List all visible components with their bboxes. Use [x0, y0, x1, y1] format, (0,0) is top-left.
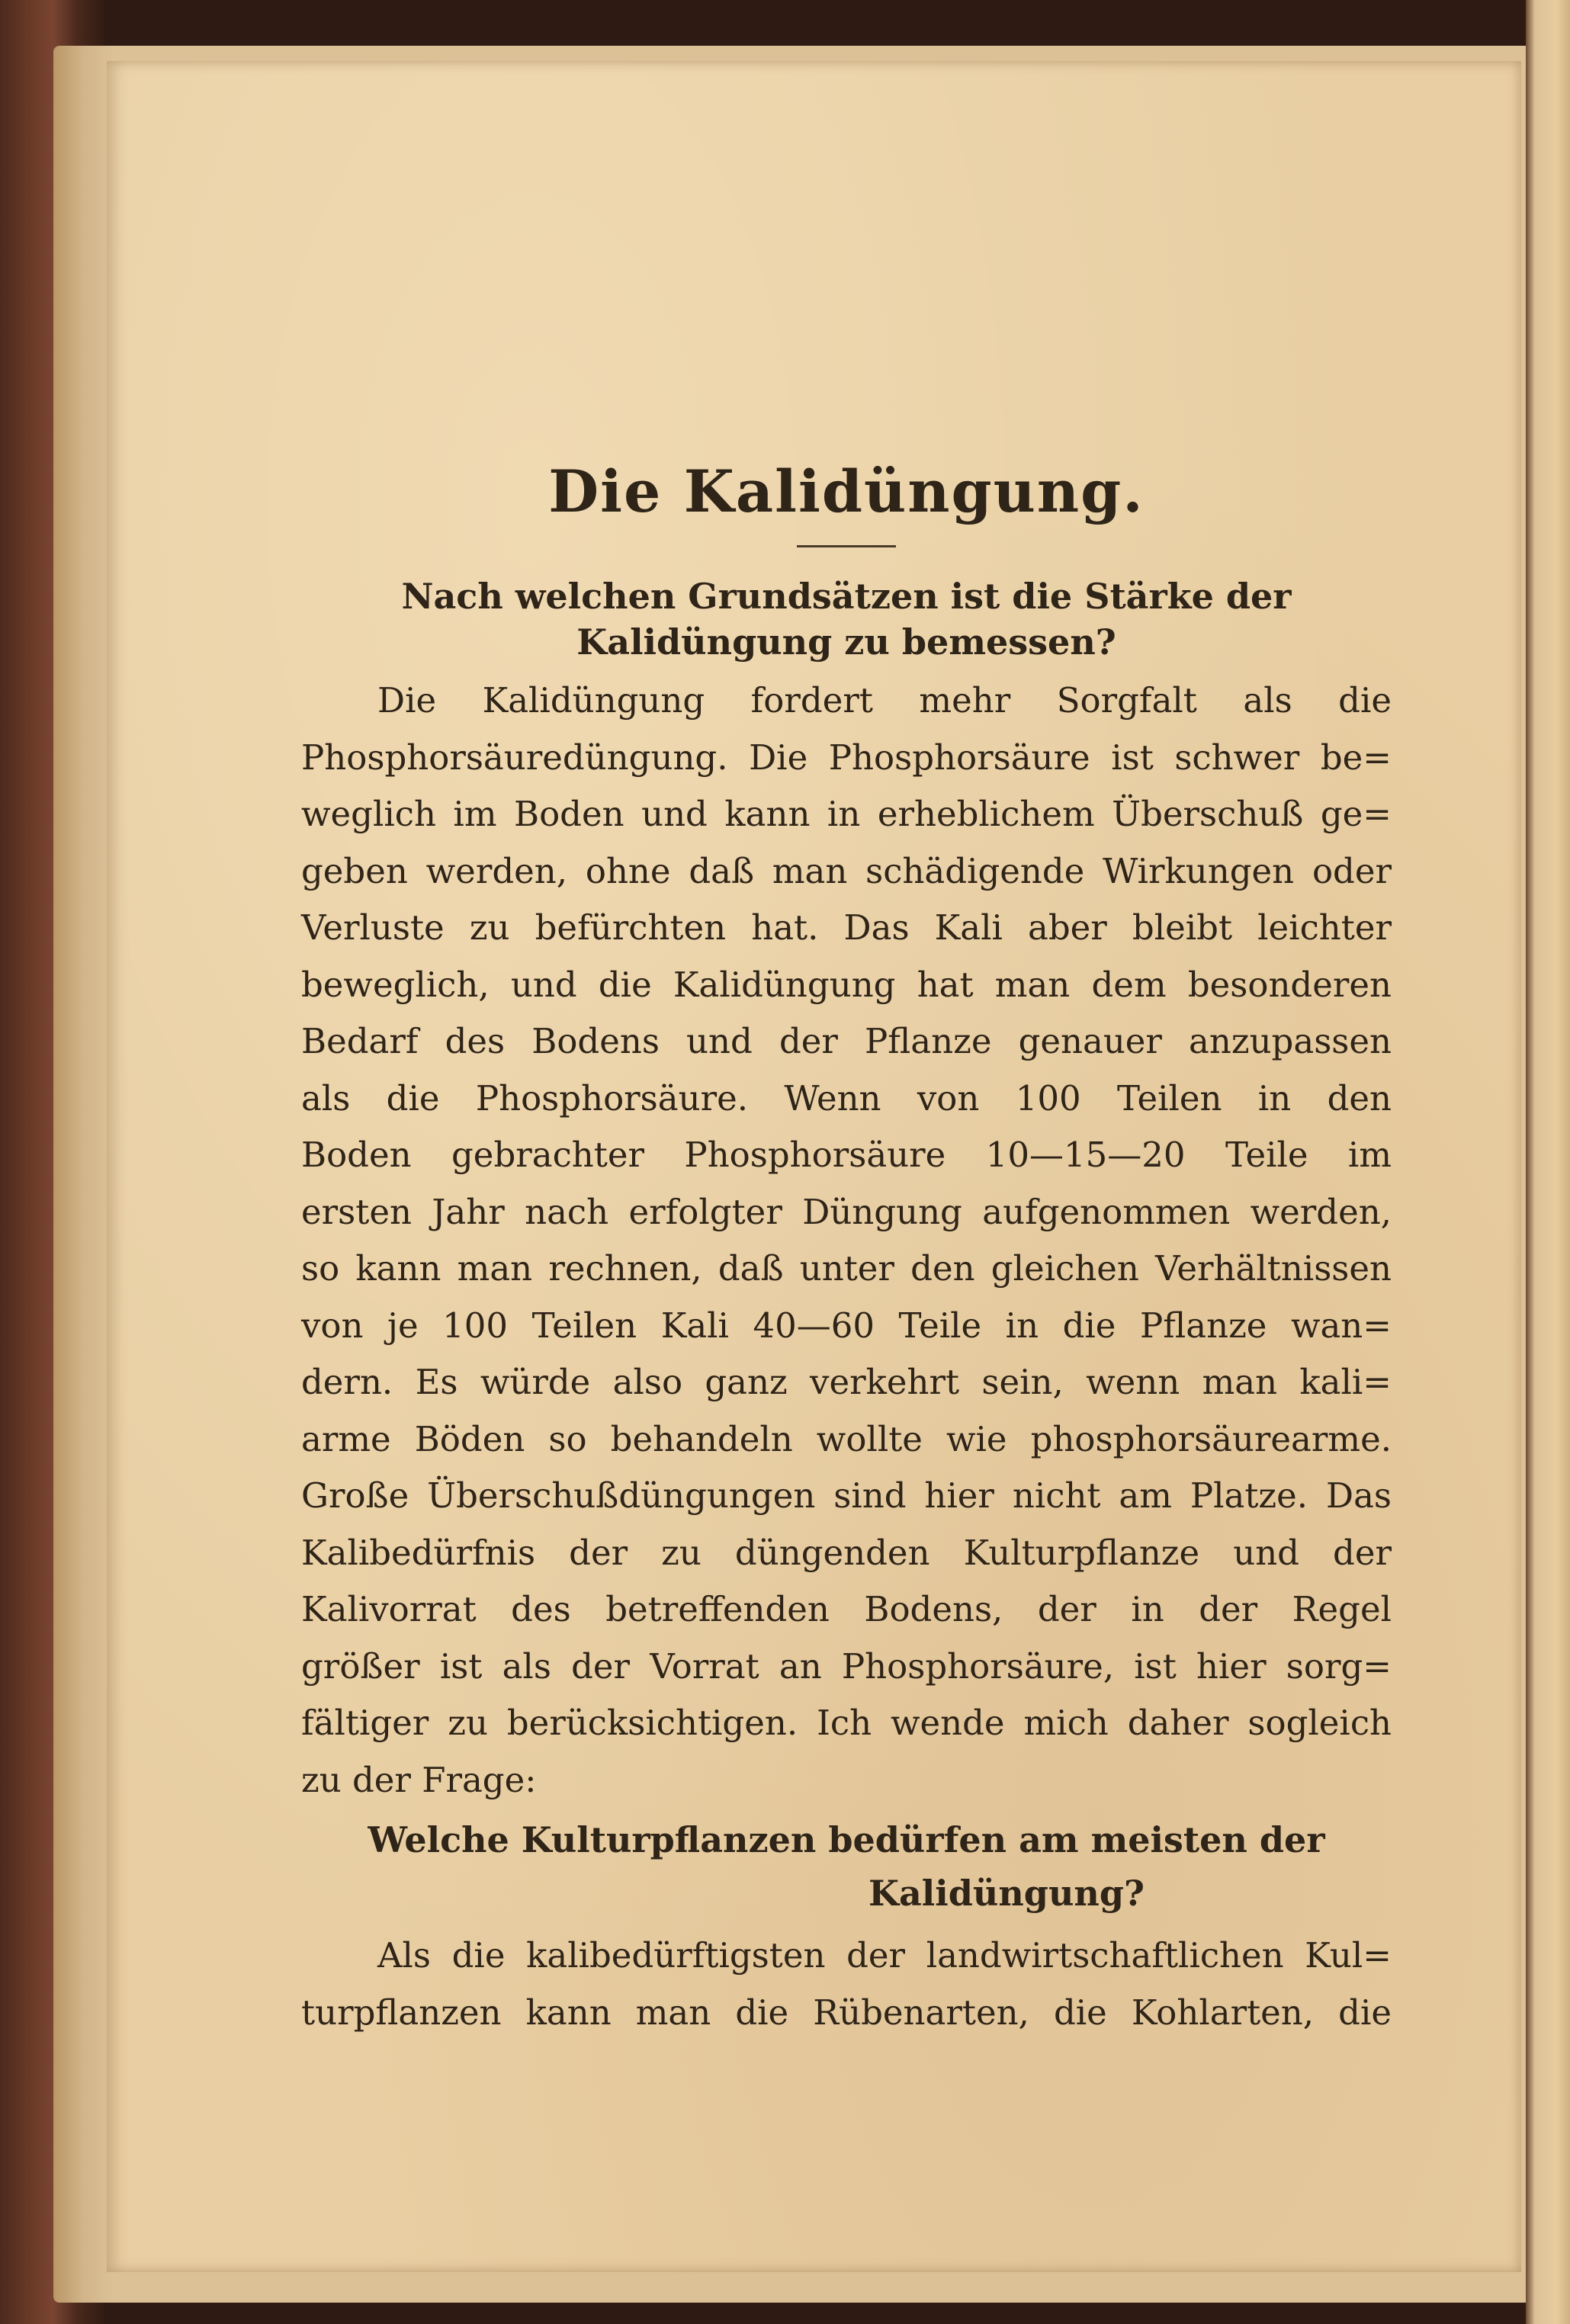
text-line: von je 100 Teilen Kali 40—60 Teile in die Pflanze wan= — [301, 1305, 1392, 1346]
text-line: Kalivorrat des betreffenden Bodens, der in der Regel — [301, 1589, 1392, 1629]
facing-page-edge — [1526, 0, 1570, 2324]
text-line: Boden gebrachter Phosphorsäure 10—15—20 Teile im — [301, 1135, 1392, 1175]
text-line: Kalibedürfnis der zu düngenden Kulturpflanze und der — [301, 1532, 1392, 1573]
text-line: Bedarf des Bodens und der Pflanze genauer anzupassen — [301, 1021, 1392, 1061]
text-line: zu der Frage: — [301, 1759, 537, 1800]
text-line: Verluste zu befürchten hat. Das Kali aber bleibt leichter — [301, 907, 1392, 948]
text-line: dern. Es würde also ganz verkehrt sein, wenn man kali= — [301, 1362, 1392, 1402]
text-line: Phosphorsäuredüngung. Die Phosphorsäure ist schwer be= — [301, 737, 1392, 778]
section-1-paragraph — [301, 672, 1392, 1809]
text-line: turpflanzen kann man die Rübenarten, die Kohlarten, die — [301, 1992, 1392, 2033]
text-line: Die Kalidüngung fordert mehr Sorgfalt als die — [377, 680, 1392, 721]
text-line: Große Überschußdüngungen sind hier nicht am Platze. Das — [301, 1475, 1392, 1516]
page-content — [301, 457, 1392, 2041]
text-line: als die Phosphorsäure. Wenn von 100 Teilen in den — [301, 1077, 1392, 1119]
text-line: ersten Jahr nach erfolgter Düngung aufgenommen werden, — [301, 1191, 1392, 1232]
section-1-question — [301, 573, 1392, 665]
text-line: fältiger zu berücksichtigen. Ich wende mich daher sogleich — [301, 1703, 1392, 1743]
question-line: Kalidüngung zu bemessen? — [576, 621, 1116, 663]
question-line: Nach welchen Grundsätzen ist die Stärke der — [401, 576, 1292, 617]
chapter-title: Die Kalidüngung. — [548, 457, 1145, 525]
section-2-paragraph — [301, 1928, 1392, 2041]
question-line: Welche Kulturpflanzen bedürfen am meisten der — [368, 1819, 1325, 1860]
text-line: geben werden, ohne daß man schädigende Wirkungen oder — [301, 850, 1392, 891]
text-line: so kann man rechnen, daß unter den gleichen Verhältnissen — [301, 1248, 1392, 1289]
question-line: Kalidüngung? — [868, 1873, 1145, 1914]
text-line: Als die kalibedürftigsten der landwirtschaftlichen Kul= — [377, 1935, 1392, 1976]
title-divider — [797, 545, 896, 547]
text-line: weglich im Boden und kann in erheblichem Überschuß ge= — [301, 794, 1392, 834]
text-line: arme Böden so behandeln wollte wie phosphorsäurearme. — [301, 1418, 1392, 1459]
text-line: beweglich, und die Kalidüngung hat man dem besonderen — [301, 964, 1392, 1005]
section-2-question — [301, 1813, 1392, 1920]
text-line: größer ist als der Vorrat an Phosphorsäure, ist hier sorg= — [301, 1645, 1392, 1687]
